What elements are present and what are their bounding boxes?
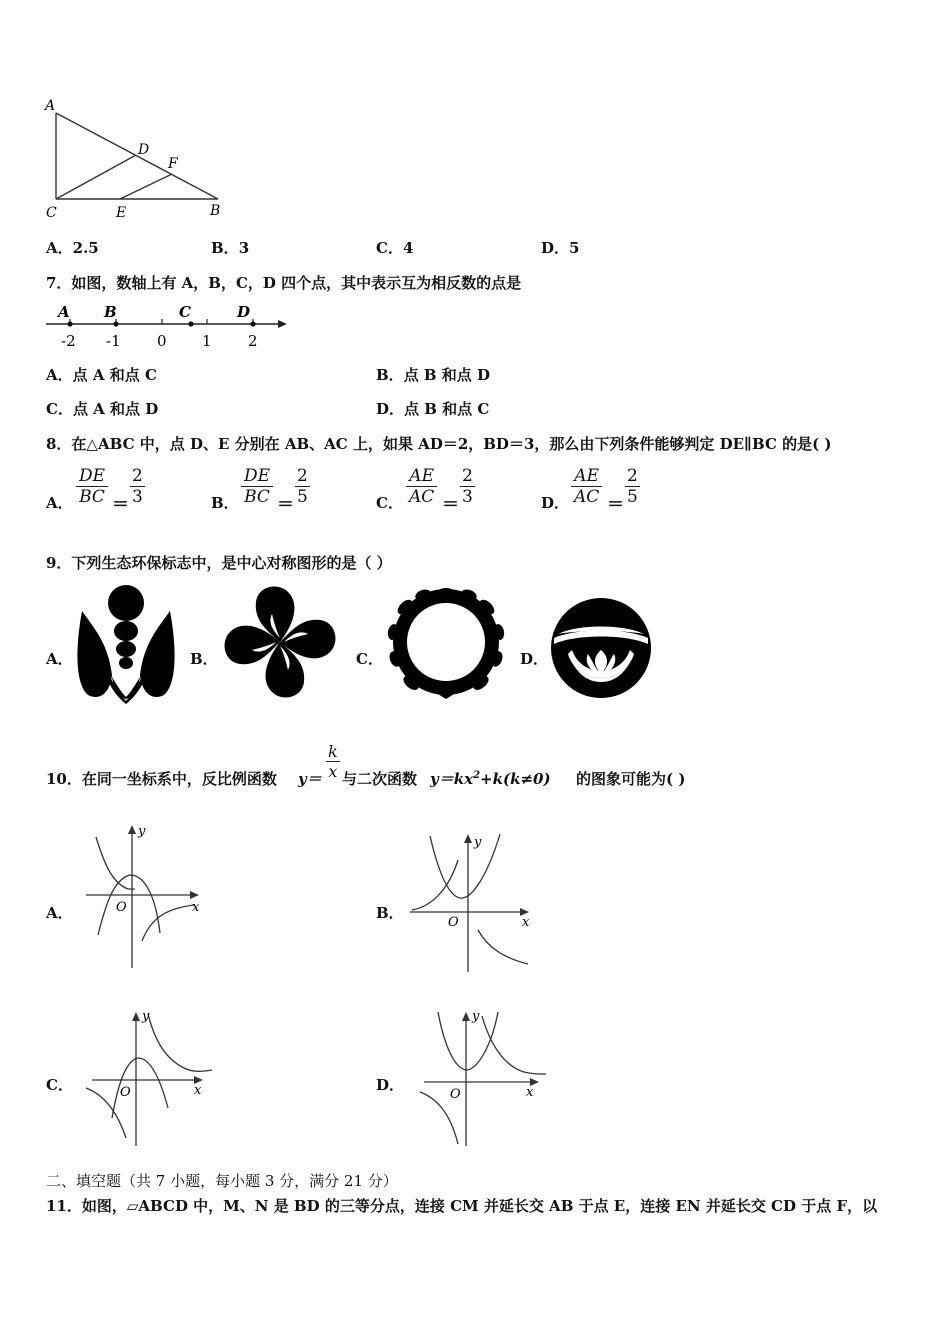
eco-logo-c-icon[interactable] (385, 587, 507, 701)
q10-option-c-label[interactable]: C． (46, 1076, 73, 1094)
q10-option-b-label[interactable]: B． (376, 904, 404, 922)
q8-option-c[interactable]: C． $\frac{AE}{AC}$ ＝ $\frac{2}{3}$ (376, 466, 473, 515)
q10d-axis-y: y (472, 1009, 480, 1024)
point-label-A: A (58, 303, 70, 321)
tick-label-neg2: -2 (61, 332, 76, 350)
q10-stem-suffix: 的图象可能为( ) (576, 770, 686, 788)
label-E: E (116, 205, 127, 221)
label-A: A (45, 98, 56, 114)
label-D: D (138, 142, 150, 158)
q10b-axis-x: x (522, 915, 530, 930)
q6-option-b[interactable]: B．3 (211, 239, 250, 257)
point-label-B: B (104, 303, 117, 321)
tick-label-neg1: -1 (106, 332, 121, 350)
q10d-origin: O (450, 1087, 461, 1102)
q10c-axis-y: y (142, 1009, 150, 1024)
q8-option-c-label: C． (376, 494, 403, 512)
q8-option-a[interactable]: A． $\frac{DE}{BC}$ ＝ $\frac{2}{3}$ (46, 466, 143, 515)
point-label-D: D (237, 303, 251, 321)
q10-stem-mid: 与二次函数 (342, 770, 418, 788)
q8-option-b[interactable]: B． $\frac{DE}{BC}$ ＝ $\frac{2}{5}$ (211, 466, 308, 515)
tick-label-1: 1 (202, 332, 212, 350)
q8-stem: 8．在△ABC 中，点 D、E 分别在 AB、AC 上，如果 AD＝2，BD＝3，那么由下列条件能够判定 DE∥BC 的是( ) (46, 435, 832, 453)
q10-graph-c[interactable] (76, 1008, 216, 1150)
label-F: F (168, 156, 178, 172)
section-heading: 二、填空题（共 7 小题，每小题 3 分，满分 21 分） (46, 1172, 398, 1190)
q10b-origin: O (448, 915, 459, 930)
q8-option-d[interactable]: D． $\frac{AE}{AC}$ ＝ $\frac{2}{5}$ (541, 466, 638, 515)
label-B: B (210, 203, 221, 219)
q7-number-line (44, 300, 294, 352)
q10-stem-prefix: 10．在同一坐标系中，反比例函数 (46, 770, 277, 788)
q10-stem: 10．在同一坐标系中，反比例函数 y＝ $\frac{k}{x}$ 与二次函数 $y=kx^2+k(k\ne 0)$ 的图象可能为( ) (46, 742, 686, 788)
eco-logo-a-icon[interactable] (74, 583, 178, 705)
q9-option-a-label[interactable]: A． (46, 650, 73, 668)
q10a-axis-y: y (138, 824, 146, 839)
q10-graph-b[interactable] (404, 830, 540, 976)
q10b-axis-y: y (474, 835, 482, 850)
q10-option-d-label[interactable]: D． (376, 1076, 405, 1094)
q10c-origin: O (120, 1085, 131, 1100)
label-C: C (46, 205, 57, 221)
q9-option-b-label[interactable]: B． (190, 650, 218, 668)
q9-stem: 9．下列生态环保标志中，是中心对称图形的是（ ） (46, 554, 392, 572)
q7-option-b[interactable]: B．点 B 和点 D (376, 366, 491, 384)
q10-graph-a[interactable] (76, 823, 208, 973)
q8-option-d-label: D． (541, 494, 570, 512)
eco-logo-d-icon[interactable] (548, 594, 654, 702)
tick-label-0: 0 (157, 332, 167, 350)
q9-option-c-label[interactable]: C． (356, 650, 383, 668)
q10a-origin: O (116, 900, 127, 915)
q6-option-d[interactable]: D．5 (541, 239, 580, 257)
q8-option-b-label: B． (211, 494, 239, 512)
point-label-C: C (179, 303, 191, 321)
q10-y-eq: y＝ (298, 770, 322, 788)
q10d-axis-x: x (526, 1085, 534, 1100)
q10c-axis-x: x (194, 1083, 202, 1098)
q6-option-a[interactable]: A．2.5 (46, 239, 99, 257)
q10-graph-d[interactable] (406, 1008, 548, 1150)
eco-logo-b-icon[interactable] (218, 580, 342, 704)
tick-label-2: 2 (248, 332, 258, 350)
q7-option-c[interactable]: C．点 A 和点 D (46, 400, 159, 418)
q11-stem: 11．如图，▱ABCD 中，M、N 是 BD 的三等分点，连接 CM 并延长交 AB 于点 E，连接 EN 并延长交 CD 于点 F，以 (46, 1197, 878, 1215)
q7-option-a[interactable]: A．点 A 和点 C (46, 366, 157, 384)
q10-quadratic: $y=kx^2+k(k\ne 0)$ (430, 770, 551, 788)
q9-option-d-label[interactable]: D． (520, 650, 549, 668)
q7-option-d[interactable]: D．点 B 和点 C (376, 400, 490, 418)
q10a-axis-x: x (192, 900, 200, 915)
q8-option-a-label: A． (46, 494, 73, 512)
q6-option-c[interactable]: C．4 (376, 239, 414, 257)
q10-option-a-label[interactable]: A． (46, 904, 73, 922)
q7-stem: 7．如图，数轴上有 A，B，C，D 四个点，其中表示互为相反数的点是 (46, 274, 522, 292)
q6-triangle-figure (40, 95, 240, 225)
